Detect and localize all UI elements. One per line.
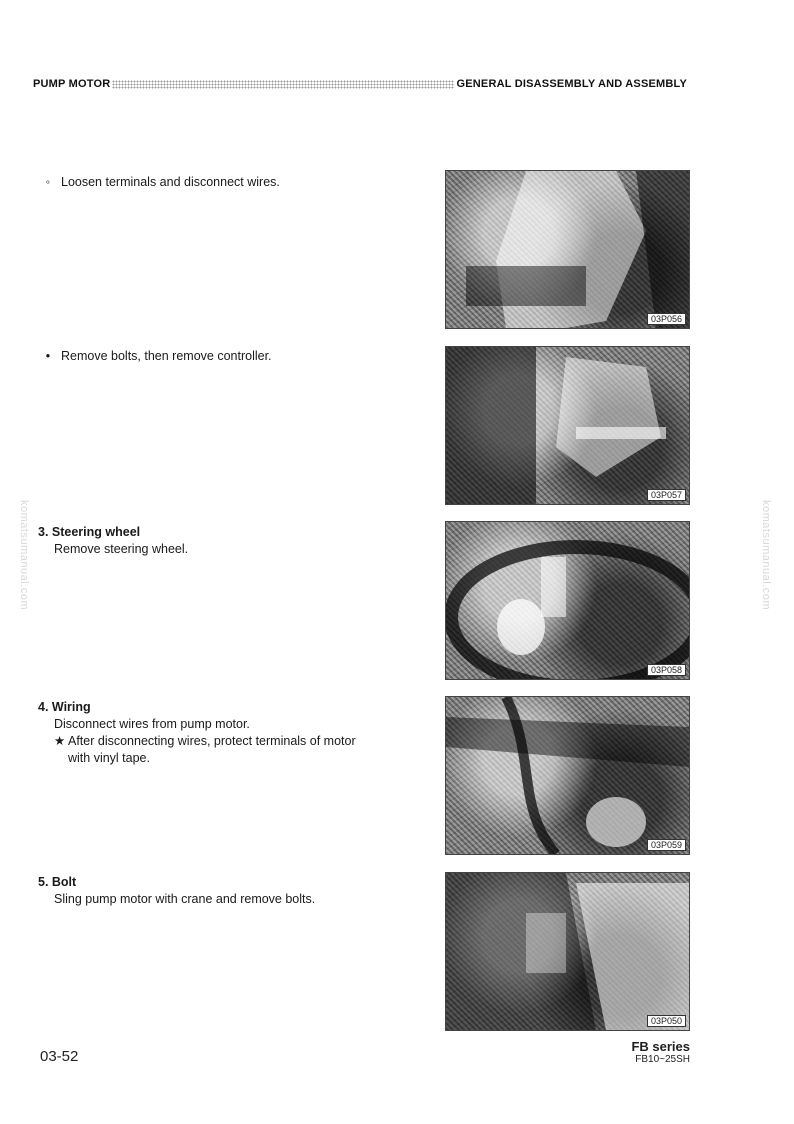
photo-terminals xyxy=(445,170,690,329)
step-title: 4. Wiring xyxy=(38,700,91,714)
photo-wiring-image xyxy=(446,697,689,854)
photo-steering-wheel-image xyxy=(446,522,689,679)
photo-wiring xyxy=(445,696,690,855)
header-section-title: PUMP MOTOR xyxy=(33,78,111,90)
photo-steering-wheel xyxy=(445,521,690,680)
star-icon: ★ xyxy=(54,734,66,748)
step-text: Disconnect wires from pump motor. xyxy=(54,717,250,731)
series-block xyxy=(631,1039,690,1066)
photo-code-label: 03P058 xyxy=(647,664,686,676)
running-header xyxy=(33,76,687,92)
step-title: 3. Steering wheel xyxy=(38,525,141,539)
note-line-2: with vinyl tape. xyxy=(68,751,150,765)
photo-controller xyxy=(445,346,690,505)
watermark-right: komatsumanual.com xyxy=(760,500,772,610)
step-wiring xyxy=(38,699,428,767)
step-title: 5. Bolt xyxy=(38,875,77,889)
caution-note xyxy=(38,733,428,767)
step-text: Loosen terminals and disconnect wires. xyxy=(61,175,280,189)
step-loosen-terminals xyxy=(44,174,280,191)
step-remove-controller xyxy=(44,348,272,365)
model-range: FB10~25SH xyxy=(635,1054,690,1065)
header-leader-dots xyxy=(112,80,454,89)
watermark-left: komatsumanual.com xyxy=(18,500,30,610)
series-name: FB series xyxy=(631,1039,690,1054)
page-number: 03-52 xyxy=(40,1048,79,1065)
photo-code-label: 03P050 xyxy=(647,1015,686,1027)
step-steering-wheel xyxy=(38,524,188,558)
step-bolt xyxy=(38,874,315,908)
photo-terminals-image xyxy=(446,171,689,328)
step-text: Sling pump motor with crane and remove bolts. xyxy=(54,892,316,906)
hollow-bullet-icon: ◦ xyxy=(45,175,51,189)
bullet-icon: • xyxy=(45,349,51,363)
step-text: Remove steering wheel. xyxy=(54,542,189,556)
photo-code-label: 03P059 xyxy=(647,839,686,851)
photo-code-label: 03P056 xyxy=(647,313,686,325)
header-chapter-title: GENERAL DISASSEMBLY AND ASSEMBLY xyxy=(456,78,687,90)
photo-bolt-image xyxy=(446,873,689,1030)
photo-controller-image xyxy=(446,347,689,504)
photo-bolt xyxy=(445,872,690,1031)
photo-code-label: 03P057 xyxy=(647,489,686,501)
step-text: Remove bolts, then remove controller. xyxy=(61,349,272,363)
note-line-1: After disconnecting wires, protect terminals of motor xyxy=(68,734,356,748)
